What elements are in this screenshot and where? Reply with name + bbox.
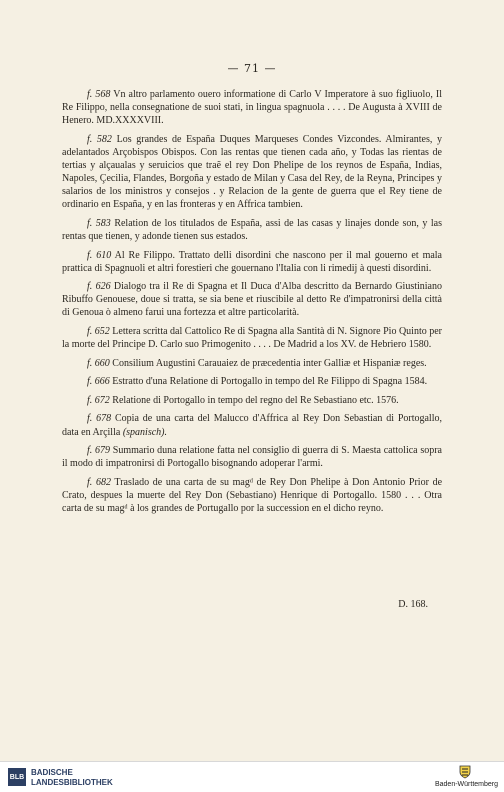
entry-text: Consilium Augustini Carauaiez de præcedentia inter Galliæ et Hispaniæ reges.	[109, 357, 427, 369]
page-number: — 71 —	[227, 62, 277, 75]
catalog-entry	[62, 357, 442, 370]
folio-ref: f. 583	[87, 217, 111, 229]
catalog-entry	[62, 375, 442, 388]
folio-ref: f. 652	[87, 326, 110, 337]
state-name[interactable]: Baden-Württemberg	[434, 781, 498, 788]
catalog-entry	[62, 444, 442, 470]
entry-text: Lettera scritta dal Cattolico Re di Spagna alla Santità di N. Signore Pio Quinto per la morte del Principe D. Carlo suo Primogenito . . . . De Madrid a los XV. de Hebriero 1580.	[62, 326, 443, 351]
entry-text: Relation de los titulados de España, assi de las casas y linajes donde son, y las rentas que tienen, y adonde tienen sus estados.	[62, 217, 442, 242]
folio-ref: f. 582	[87, 133, 112, 145]
folio-ref: f. 666	[87, 376, 110, 388]
folio-ref: f. 626	[87, 281, 111, 293]
state-crest-icon	[458, 765, 472, 779]
catalog-entry	[62, 88, 442, 127]
folio-ref: f. 682	[87, 476, 111, 488]
entry-text: Relatione di Portogallo in tempo del regno del Re Sebastiano etc. 1576.	[109, 394, 399, 406]
entry-text: Los grandes de España Duques Marqueses Condes Vizcondes. Almirantes, y adelantados Arçobispos Obispos. Con las rentas que tienen cada año, y Todas las rientas de tertias y alçaualas y seruicios que traẽ el rey Don Phelipe de los reynos de España, Indias, Napoles, Çecilia, Flandes, Borgoña y estado de Milan y Casa del Rey, de la Reyna, Principes y salarios de los ministros y consejos . y Relacion de la gente de guerra que el Rey tiene de ordinario en España, y en las fronteras y en Affrica tambien.	[62, 133, 443, 211]
signature-mark: D. 168.	[398, 599, 428, 610]
catalog-entry	[62, 280, 442, 319]
catalog-entry	[62, 412, 442, 438]
folio-ref: f. 568	[87, 89, 111, 100]
folio-ref: f. 679	[87, 445, 111, 457]
footer-bar	[0, 761, 504, 792]
catalog-entry	[62, 325, 442, 351]
entry-text: Summario duna relatione fatta nel consiglio di guerra di S. Maesta cattolica sopra il modo di impatronirsi di Portogallo bisognando adoperar l'armi.	[62, 445, 442, 470]
entry-text: Al Re Filippo. Trattato delli disordini che nascono per il mal gouerno et mala prattica di Spagnuoli et altri forestieri che gouernano l'Italia con li rimedij à questi disordini.	[62, 249, 442, 274]
entry-text: Vn altro parlamento ouero informatione di Carlo V Imperatore à suo figliuolo, Il Re Filippo, nella consegnatione de suoi stati, in lingua spagnuola . . . . De Augusta à XVIII de Henero. MD.XXXXVIII.	[62, 89, 442, 127]
library-name-line2: LANDESBIBLIOTHEK	[31, 777, 113, 787]
library-name[interactable]	[31, 768, 113, 787]
catalog-entry	[62, 217, 442, 243]
folio-ref: f. 672	[87, 394, 110, 406]
catalog-entry	[62, 249, 442, 275]
folio-ref: f. 610	[87, 249, 112, 261]
entry-language-note: (spanisch).	[122, 426, 167, 438]
folio-ref: f. 678	[87, 413, 112, 425]
folio-ref: f. 660	[87, 357, 110, 369]
catalog-entry	[62, 133, 442, 212]
catalog-entry	[62, 394, 442, 407]
library-name-line1: BADISCHE	[31, 768, 73, 777]
library-logo-icon[interactable]: BLB	[8, 768, 26, 786]
entry-text: Dialogo tra il Re di Spagna et Il Duca d'Alba descritto da Bernardo Giustiniano Ribuffo Genouese, doue si tratta, se sia bene et riuscibile al detto Re d'impatronirsi della città di Genoua ò almeno farui una fortezza et altre particolarità.	[62, 281, 442, 319]
entry-text: Traslado de una carta de su magᵈ de Rey Don Phelipe à Don Antonio Prior de Crato, despues la muerte del Rey Don (Sebastiano) Henrique di Portogallo. 1580 . . . Otra carta de su magᵈ à los grandes de Portugallo por la succession en el dicho reyno.	[62, 476, 443, 515]
entry-text: Estratto d'una Relatione di Portogallo in tempo del Re Filippo di Spagna 1584.	[109, 376, 428, 388]
catalog-entries	[62, 88, 442, 521]
catalog-entry	[62, 476, 442, 515]
entry-text: Copia de una carta del Malucco d'Affrica al Rey Don Sebastian di Portogallo, data en Arçilla	[62, 413, 442, 438]
